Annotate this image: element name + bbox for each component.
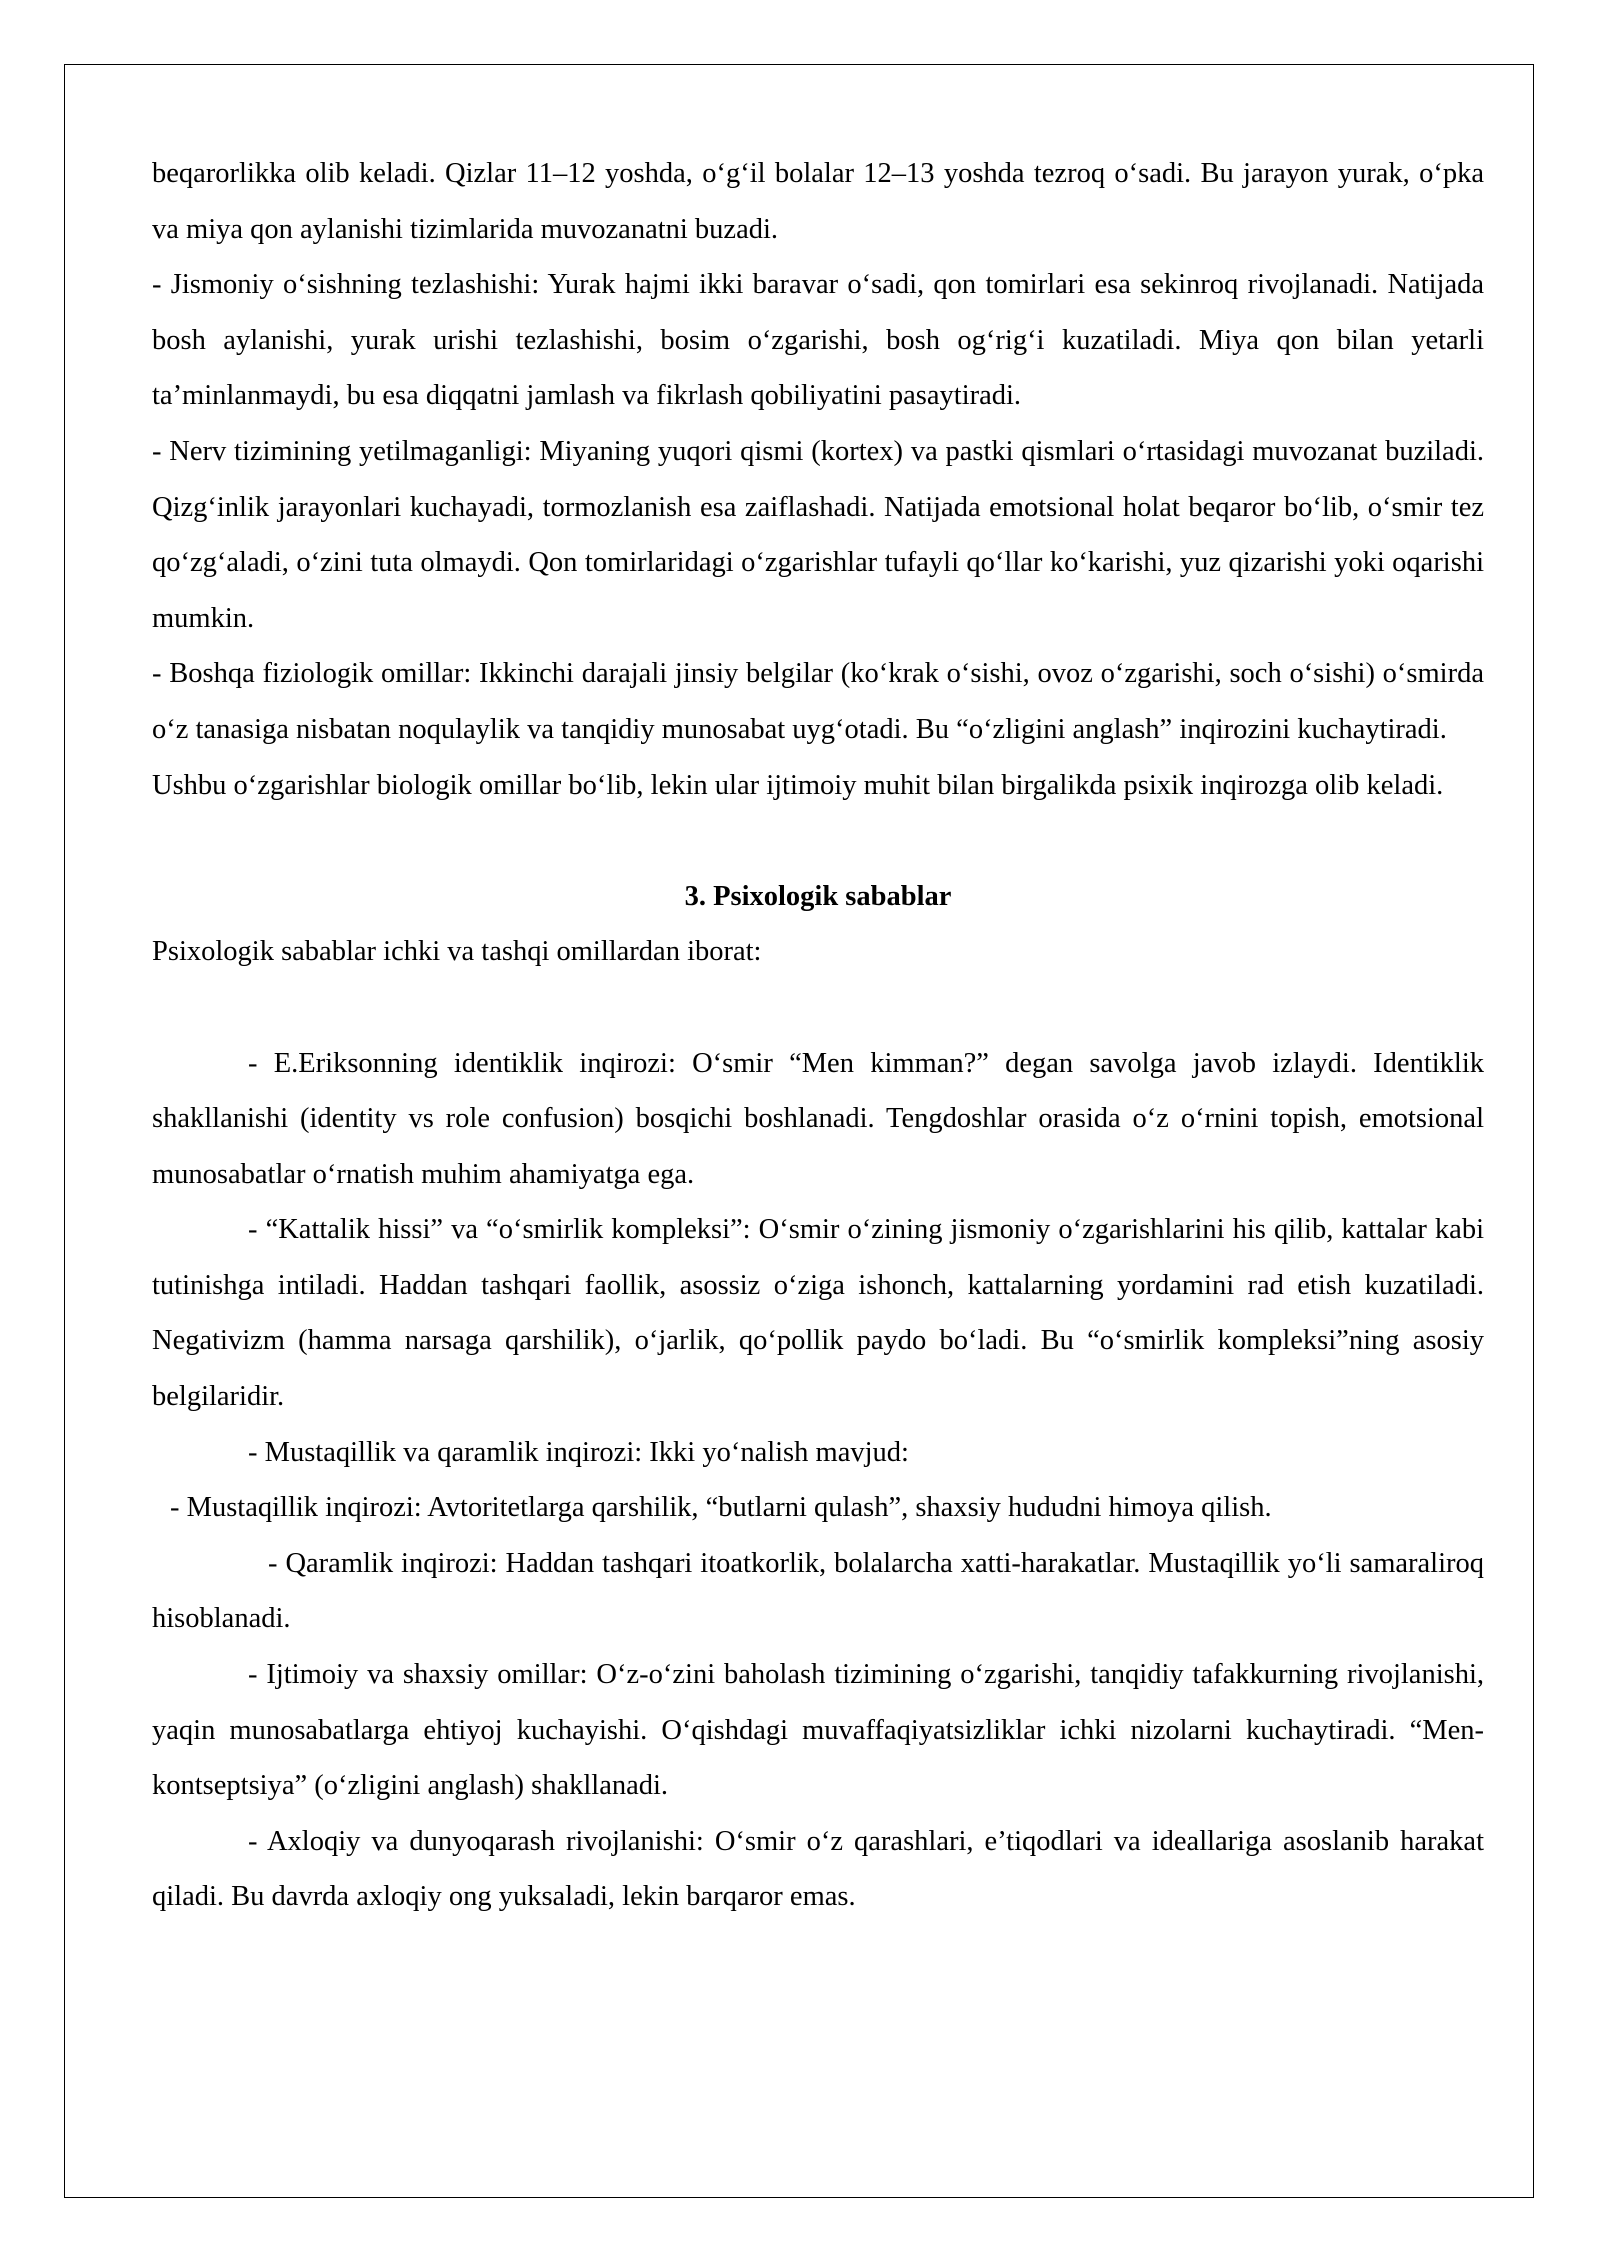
item-ijtimoiy-shaxsiy: - Ijtimoiy va shaxsiy omillar: O‘z-o‘zini baholash tizimining o‘zgarishi, tanqidiy tafakkurning rivojlanishi, yaqin munosabatlarga ehtiyoj kuchayishi. O‘qishdagi muvaffaqiyatsizliklar ichki nizolarni kuchaytiradi. “Men-kontseptsiya” (o‘zligini anglash) shakllanadi.: [152, 1659, 1484, 1802]
section-intro: Psixologik sabablar ichki va tashqi omillardan iborat:: [152, 936, 762, 968]
item-erikson: - E.Eriksonning identiklik inqirozi: O‘smir “Men kimman?” degan savolga javob izlaydi. Identiklik shakllanishi (identity vs role confusion) bosqichi boshlanadi. Tengdoshlar orasida o‘z o‘rnini topish, emotsional munosabatlar o‘rnatish muhim ahamiyatga ega.: [152, 1047, 1484, 1190]
document-body: [152, 146, 1484, 1925]
subitem-qaramlik: - Qaramlik inqirozi: Haddan tashqari itoatkorlik, bolalarcha xatti-harakatlar. Mustaqillik yo‘li samaraliroq hisoblanadi.: [152, 1547, 1484, 1635]
item-mustaqillik-qaramlik: - Mustaqillik va qaramlik inqirozi: Ikki yo‘nalish mavjud:: [248, 1436, 909, 1468]
item-axloqiy: - Axloqiy va dunyoqarash rivojlanishi: O‘smir o‘z qarashlari, e’tiqodlari va ideallariga asoslanib harakat qiladi. Bu davrda axloqiy ong yuksaladi, lekin barqaror emas.: [152, 1825, 1484, 1913]
paragraph-fiziologik-omillar: - Boshqa fiziologik omillar: Ikkinchi darajali jinsiy belgilar (ko‘krak o‘sishi, ovoz o‘zgarishi, soch o‘sishi) o‘smirda o‘z tanasiga nisbatan noqulaylik va tanqidiy munosabat uyg‘otadi. Bu “o‘zligini anglash” inqirozini kuchaytiradi.: [152, 658, 1484, 745]
paragraph-nerv-tizimi: - Nerv tizimining yetilmaganligi: Miyaning yuqori qismi (kortex) va pastki qismlari o‘rtasidagi muvozanat buziladi. Qizg‘inlik jarayonlari kuchayadi, tormozlanish esa zaiflashadi. Natijada emotsional holat beqaror bo‘lib, o‘smir tez qo‘zg‘aladi, o‘zini tuta olmaydi. Qon tomirlaridagi o‘zgarishlar tufayli qo‘llar ko‘karishi, yuz qizarishi yoki oqarishi mumkin.: [152, 435, 1484, 634]
section-heading: 3. Psixologik sabablar: [684, 880, 952, 912]
blank-line: [152, 980, 1484, 1036]
paragraph-beqarorlik: beqarorlikka olib keladi. Qizlar 11–12 yoshda, o‘g‘il bolalar 12–13 yoshda tezroq o‘sadi. Bu jarayon yurak, o‘pka va miya qon aylanishi tizimlarida muvozanatni buzadi.: [152, 158, 1484, 245]
subitem-mustaqillik: - Mustaqillik inqirozi: Avtoritetlarga qarshilik, “butlarni qulash”, shaxsiy hududni himoya qilish.: [170, 1492, 1272, 1524]
blank-line: [152, 813, 1484, 869]
paragraph-jismoniy-osish: - Jismoniy o‘sishning tezlashishi: Yurak hajmi ikki baravar o‘sadi, qon tomirlari esa sekinroq rivojlanadi. Natijada bosh aylanishi, yurak urishi tezlashishi, bosim o‘zgarishi, bosh og‘rig‘i kuzatiladi. Miya qon bilan yetarli ta’minlanmaydi, bu esa diqqatni jamlash va fikrlash qobiliyatini pasaytiradi.: [152, 269, 1484, 412]
paragraph-biologik-xulosa: Ushbu o‘zgarishlar biologik omillar bo‘lib, lekin ular ijtimoiy muhit bilan birgalikda psixik inqirozga olib keladi.: [152, 769, 1444, 801]
item-kattalik-hissi: - “Kattalik hissi” va “o‘smirlik kompleksi”: O‘smir o‘zining jismoniy o‘zgarishlarini his qilib, kattalar kabi tutinishga intiladi. Haddan tashqari faollik, asossiz o‘ziga ishonch, kattalarning yordamini rad etish kuzatiladi. Negativizm (hamma narsaga qarshilik), o‘jarlik, qo‘pollik paydo bo‘ladi. Bu “o‘smirlik kompleksi”ning asosiy belgilaridir.: [152, 1214, 1484, 1413]
